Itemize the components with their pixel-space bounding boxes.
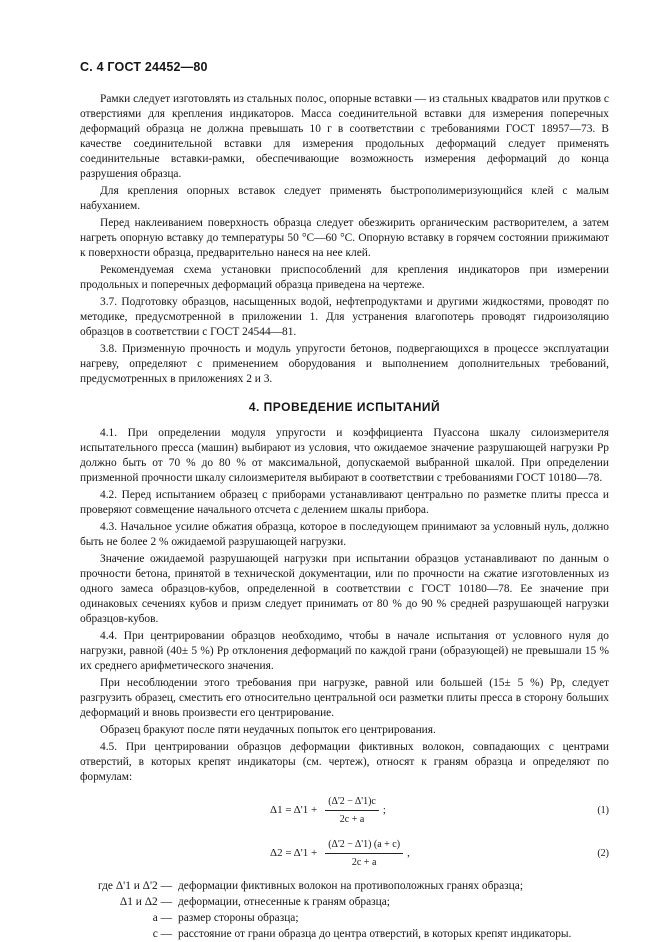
formula-tail: ;	[382, 803, 386, 816]
paragraph: 4.1. При определении модуля упругости и коэффициента Пуассона шкалу силоизмерителя испытательного пресса (машин) выбирают из условия, что ожидаемое значение разрушающей нагрузки Pр должно быть от 70 % до 80 % от максимальной, допускаемой выбранной шкалой. При определении призменной прочности шкалу силоизмерителя выбирают в соответствии с требованиями ГОСТ 10180—78.	[80, 427, 609, 484]
paragraph: 4.5. При центрировании образцов деформации фиктивных волокон, совпадающих с центрами отверстий, в которых крепят индикаторы (см. чертеж), относят к граням образца и определяют по формулам:	[80, 741, 609, 783]
paragraph: 3.8. Призменную прочность и модуль упругости бетонов, подвергающихся в процессе эксплуатации нагреву, определяют с применением оборудования и выполнением дополнительных требований, предусмотренных в приложениях 2 и 3.	[80, 343, 609, 385]
paragraph: Перед наклеиванием поверхность образца следует обезжирить органическим растворителем, а затем нагреть опорную вставку до температуры 50 °С—60 °С. Опорную вставку в горячем состоянии прижимают к поверхности образца, предварительно нанеся на нее клей.	[80, 217, 609, 259]
definition-text: расстояние от грани образца до центра отверстий, в которых крепят индикаторы.	[178, 928, 572, 940]
formula-2	[80, 835, 609, 871]
paragraph: 4.3. Начальное усилие обжатия образца, которое в последующем принимают за условный нуль, должно быть не более 2 % ожидаемой разрушающей нагрузки.	[80, 521, 609, 548]
formula-denominator: 2c + a	[339, 813, 365, 825]
formula-fraction	[325, 794, 379, 827]
definition-text: размер стороны образца;	[178, 912, 299, 924]
formula-tail: ,	[407, 846, 410, 859]
definition-row	[80, 878, 609, 894]
definition-symbol: a —	[152, 912, 172, 924]
section-title: 4. ПРОВЕДЕНИЕ ИСПЫТАНИЙ	[248, 400, 441, 414]
definition-row	[80, 894, 609, 910]
definition-row	[80, 910, 609, 926]
formula-fraction	[325, 837, 403, 870]
formula-numerator: (Δ'2 − Δ'1) (a + c)	[325, 837, 403, 854]
formula-numerator: (Δ'2 − Δ'1)c	[325, 794, 379, 811]
equation-number: (1)	[597, 804, 609, 816]
formula-lhs: Δ2 = Δ'1 +	[270, 846, 318, 859]
paragraph: 3.7. Подготовку образцов, насыщенных водой, нефтепродуктами и другими жидкостями, проводят по методике, предусмотренной в приложении 1. Для устранения влагопотерь проводят гидроизоляцию образцов в соответствии с ГОСТ 24544—81.	[80, 296, 609, 338]
formula-lhs: Δ1 = Δ'1 +	[270, 803, 318, 816]
paragraph: 4.4. При центрировании образцов необходимо, чтобы в начале испытания от условного нуля до нагрузки, равной (40± 5 %) Pр отклонения деформаций по каждой грани (образующей) не превышали 15 % их среднего арифметического значения.	[80, 630, 609, 672]
definition-text: деформации, отнесенные к граням образца;	[178, 896, 390, 908]
equation-number: (2)	[597, 847, 609, 859]
formula-denominator: 2c + a	[351, 856, 377, 868]
page-header: С. 4 ГОСТ 24452—80	[80, 60, 208, 74]
paragraph: Значение ожидаемой разрушающей нагрузки при испытании образцов устанавливают по данным о прочности бетона, принятой в технической документации, или по прочности на сжатие изготовленных из одного замеса образцов-кубов, определенной в соответствии с ГОСТ 10180—78. Ее значение при одинаковых сечениях кубов и призм следует принимать от 80 % до 90 % средней разрушающей нагрузки образцов-кубов.	[80, 553, 609, 625]
definitions-list	[80, 878, 609, 942]
definition-symbol: где Δ'1 и Δ'2 —	[98, 880, 172, 892]
paragraph: При несоблюдении этого требования при нагрузке, равной или большей (15± 5 %) Pр, следует разгрузить образец, сместить его относительно центральной оси разметки плиты пресса в сторону больших деформаций и вновь произвести его центрирование.	[80, 677, 609, 719]
formula-1	[80, 792, 609, 828]
definition-symbol: Δ1 и Δ2 —	[119, 896, 172, 908]
paragraph: 4.2. Перед испытанием образец с приборами устанавливают центрально по разметке плиты пресса и проверяют совмещение начального отсчета с делением шкалы прибора.	[80, 489, 609, 516]
paragraph: Рамки следует изготовлять из стальных полос, опорные вставки — из стальных квадратов или прутков с отверстиями для крепления индикаторов. Масса соединительной вставки для измерения поперечных деформаций образца не должна превышать 10 г в соответствии с требованиями ГОСТ 18957—73. В качестве соединительной вставки для измерения продольных деформаций следует применять соединительные вставки-рамки, обеспечивающие возможность измерения деформаций до конца разрушения образца.	[80, 93, 609, 180]
definition-row	[80, 926, 609, 942]
paragraph: Рекомендуемая схема установки приспособлений для крепления индикаторов при измерении продольных и поперечных деформаций образца приведена на чертеже.	[80, 264, 609, 291]
paragraph: Образец бракуют после пяти неудачных попыток его центрирования.	[100, 724, 436, 736]
paragraph: Для крепления опорных вставок следует применять быстрополимеризующийся клей с малым набуханием.	[80, 185, 609, 212]
definition-symbol: c —	[152, 928, 172, 940]
definition-text: деформации фиктивных волокон на противоположных гранях образца;	[178, 880, 523, 892]
